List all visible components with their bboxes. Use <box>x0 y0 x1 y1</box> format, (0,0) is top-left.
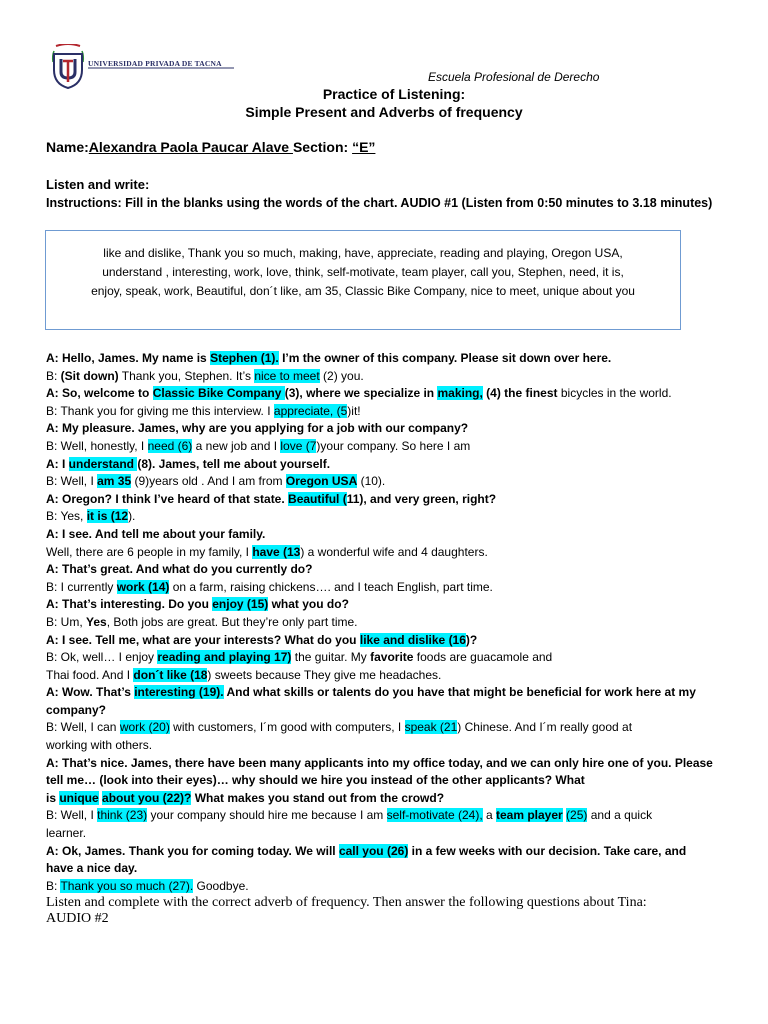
name-value: Alexandra Paola Paucar Alave <box>88 139 293 155</box>
dialogue-line <box>46 368 726 386</box>
dialogue-line <box>46 825 726 843</box>
page-title: Practice of Listening: <box>322 86 466 102</box>
dialogue-text-segment: A: So, welcome to <box>46 386 153 401</box>
dialogue-text-segment: A: Oregon? I think I’ve heard of that state. <box>46 491 289 506</box>
dialogue-line <box>46 772 726 790</box>
dialogue-text-segment: ) Chinese. And I´m really good at <box>457 720 633 735</box>
dialogue-line <box>46 350 726 368</box>
answer-highlight: (25) <box>566 808 588 823</box>
answer-highlight: like and dislike (16 <box>359 632 466 647</box>
dialogue-line <box>46 420 726 438</box>
answer-highlight: love (7 <box>280 438 317 453</box>
answer-highlight: reading and playing 17) <box>157 650 292 665</box>
answer-highlight: nice to meet <box>254 368 320 383</box>
dialogue-line <box>46 456 726 474</box>
answer-highlight: about you (22)? <box>102 790 192 805</box>
dialogue-text-segment: working with others. <box>46 738 153 753</box>
student-info <box>46 139 375 155</box>
answer-highlight: self-motivate (24), <box>386 808 483 823</box>
answer-highlight: unique <box>59 790 99 805</box>
word-bank-line: enjoy, speak, work, Beautiful, don´t like, am 35, Classic Bike Company, nice to meet, unique about you <box>91 284 635 298</box>
answer-highlight: call you (26) <box>338 843 409 858</box>
dialogue-text <box>46 350 726 927</box>
dialogue-text-segment: your company should hire me because I am <box>147 808 387 823</box>
dialogue-line <box>46 438 726 456</box>
dialogue-text-segment: a new job and I <box>192 438 281 453</box>
answer-highlight: don´t like (18 <box>133 667 208 682</box>
dialogue-text-segment: (Sit down) <box>60 368 119 383</box>
dialogue-text-segment: A: My pleasure. James, why are you applying for a job with our company? <box>46 421 469 436</box>
dialogue-text-segment: Yes <box>86 614 107 629</box>
answer-highlight: it is (12 <box>86 509 129 524</box>
answer-highlight: Classic Bike Company <box>152 386 285 401</box>
answer-highlight: am 35 <box>97 474 132 489</box>
dialogue-text-segment: have a nice day. <box>46 861 138 876</box>
dialogue-text-segment: , Both jobs are great. But they’re only part time. <box>106 614 358 629</box>
dialogue-line <box>46 561 726 579</box>
dialogue-text-segment: tell me… (look into their eyes)… why should we hire you instead of the other applicants? What <box>46 773 585 788</box>
answer-highlight: speak (21 <box>404 720 458 735</box>
dialogue-text-segment: (3), where we specialize in <box>284 386 438 401</box>
dialogue-text-segment: in a few weeks with our decision. Take care, and <box>408 843 687 858</box>
dialogue-text-segment: A: Wow. That’s <box>46 685 135 700</box>
dialogue-text-segment: company? <box>46 702 107 717</box>
answer-highlight: understand <box>68 456 138 471</box>
dialogue-line <box>46 508 726 526</box>
dialogue-text-segment: learner. <box>46 826 87 841</box>
dialogue-text-segment: B: Um, <box>46 614 87 629</box>
answer-highlight: enjoy (15) <box>212 597 269 612</box>
dialogue-line <box>46 719 726 737</box>
dialogue-text-segment: A: That’s interesting. Do you <box>46 597 213 612</box>
exercise-instruction: Listen and complete with the correct adverb of frequency. Then answer the following questions about Tina: <box>46 895 647 911</box>
answer-highlight: Thank you so much (27). <box>60 878 194 893</box>
dialogue-line <box>46 878 726 896</box>
dialogue-line <box>46 385 726 403</box>
dialogue-text-segment: A: Hello, James. My name is <box>46 351 211 365</box>
dialogue-text-segment: B: <box>46 368 61 383</box>
page-subtitle: Simple Present and Adverbs of frequency <box>245 104 523 120</box>
university-name: UNIVERSIDAD PRIVADA DE TACNA <box>88 59 222 68</box>
answer-highlight: think (23) <box>97 808 148 823</box>
dialogue-text-segment: )it! <box>347 403 361 418</box>
dialogue-line <box>46 702 726 720</box>
dialogue-text-segment: ). <box>128 509 136 524</box>
dialogue-text-segment: and a quick <box>587 808 653 823</box>
answer-highlight: work (14) <box>116 579 170 594</box>
dialogue-text-segment: A: Ok, James. Thank you for coming today. We will <box>46 843 339 858</box>
dialogue-text-segment: ) sweets because They give me headaches. <box>207 667 442 682</box>
dialogue-text-segment: And what skills or talents do you have that might be beneficial for work here at my <box>223 685 696 700</box>
section-value: “E” <box>352 139 376 155</box>
dialogue-text-segment: A: I see. Tell me, what are your interests? What do you <box>46 632 360 647</box>
name-label: Name: <box>46 139 89 155</box>
dialogue-text-segment: B: I currently <box>46 579 117 594</box>
word-bank-line: understand , interesting, work, love, think, self-motivate, team player, call you, Stephen, need, it is, <box>102 265 624 279</box>
dialogue-text-segment: A: That’s nice. James, there have been many applicants into my office today, and we can only hire one of you. Please <box>46 755 713 770</box>
audio-label: AUDIO #2 <box>46 911 109 927</box>
dialogue-text-segment: what you do? <box>268 597 349 612</box>
dialogue-line <box>46 526 726 544</box>
dialogue-text-segment: A: I see. And tell me about your family. <box>46 526 266 541</box>
dialogue-text-segment: B: Well, I <box>46 474 98 489</box>
dialogue-text-segment: with customers, I´m good with computers, I <box>169 720 405 735</box>
dialogue-line <box>46 632 726 650</box>
answer-highlight: team player <box>496 808 563 823</box>
dialogue-line <box>46 790 726 808</box>
section-label: Section: <box>292 139 353 155</box>
dialogue-line <box>46 667 726 685</box>
dialogue-text-segment: is <box>46 790 60 805</box>
dialogue-text-segment: a <box>482 808 496 823</box>
dialogue-text-segment: What makes you stand out from the crowd? <box>191 790 445 805</box>
dialogue-text-segment: B: Thank you for giving me this interview. I <box>46 403 274 418</box>
dialogue-text-segment: the guitar. My <box>291 650 371 665</box>
dialogue-text-segment: Thai food. And I <box>46 667 134 682</box>
word-bank-line: like and dislike, Thank you so much, making, have, appreciate, reading and playing, Oregon USA, <box>103 246 623 260</box>
dialogue-text-segment: B: Yes, <box>46 509 87 524</box>
answer-highlight: have (13 <box>252 544 301 559</box>
dialogue-line <box>46 649 726 667</box>
answer-highlight: need (6) <box>147 438 193 453</box>
dialogue-text-segment: A: I <box>46 456 69 471</box>
listen-heading: Listen and write: <box>46 177 150 192</box>
dialogue-line <box>46 843 726 861</box>
dialogue-text-segment: (10). <box>357 474 386 489</box>
dialogue-text-segment: )your company. So here I am <box>316 438 471 453</box>
answer-highlight: making, <box>437 386 483 401</box>
answer-highlight: Oregon USA <box>285 474 358 489</box>
dialogue-line <box>46 684 726 702</box>
dialogue-line <box>46 491 726 509</box>
school-name: Escuela Profesional de Derecho <box>428 70 600 84</box>
dialogue-line <box>46 596 726 614</box>
answer-highlight: Stephen (1). <box>210 351 279 365</box>
dialogue-text-segment: B: Well, honestly, I <box>46 438 148 453</box>
dialogue-text-segment: favorite <box>370 650 414 665</box>
answer-highlight: work (20) <box>119 720 170 735</box>
dialogue-line <box>46 579 726 597</box>
dialogue-line <box>46 614 726 632</box>
dialogue-text-segment: (4) the finest <box>482 386 561 401</box>
dialogue-text-segment: bicycles in the world. <box>560 386 672 401</box>
dialogue-text-segment: (8). James, tell me about yourself. <box>137 456 331 471</box>
dialogue-line <box>46 807 726 825</box>
dialogue-line <box>46 755 726 773</box>
answer-highlight: interesting (19). <box>134 685 224 700</box>
dialogue-line <box>46 860 726 878</box>
instructions-text: Instructions: Fill in the blanks using the words of the chart. AUDIO #1 (Listen from 0:50 minutes to 3.18 minutes) <box>46 196 713 210</box>
dialogue-text-segment: (9)years old . And I am from <box>131 474 286 489</box>
dialogue-text-segment: B: Well, I <box>46 808 98 823</box>
dialogue-text-segment: )? <box>465 632 478 647</box>
dialogue-text-segment: Goodbye. <box>193 878 249 893</box>
dialogue-text-segment: B: Ok, well… I enjoy <box>46 650 158 665</box>
dialogue-line <box>46 737 726 755</box>
dialogue-text-segment: (2) you. <box>319 368 364 383</box>
dialogue-text-segment: B: Well, I can <box>46 720 120 735</box>
dialogue-text-segment: B: <box>46 878 61 893</box>
dialogue-text-segment: ) a wonderful wife and 4 daughters. <box>300 544 488 559</box>
dialogue-text-segment: Thank you, Stephen. It’s <box>118 368 255 383</box>
word-bank-box <box>45 230 681 330</box>
dialogue-text-segment: A: That’s great. And what do you currently do? <box>46 562 313 577</box>
answer-highlight: Beautiful ( <box>288 491 347 506</box>
dialogue-text-segment: Well, there are 6 people in my family, I <box>46 544 253 559</box>
dialogue-text-segment: on a farm, raising chickens…. and I teach English, part time. <box>169 579 493 594</box>
dialogue-text-segment: 11), and very green, right? <box>346 491 497 506</box>
dialogue-text-segment: I’m the owner of this company. Please sit down over here. <box>278 351 612 365</box>
dialogue-text-segment: foods are guacamole and <box>413 650 553 665</box>
dialogue-line <box>46 544 726 562</box>
dialogue-line <box>46 403 726 421</box>
dialogue-line <box>46 473 726 491</box>
answer-highlight: appreciate, (5 <box>273 403 348 418</box>
